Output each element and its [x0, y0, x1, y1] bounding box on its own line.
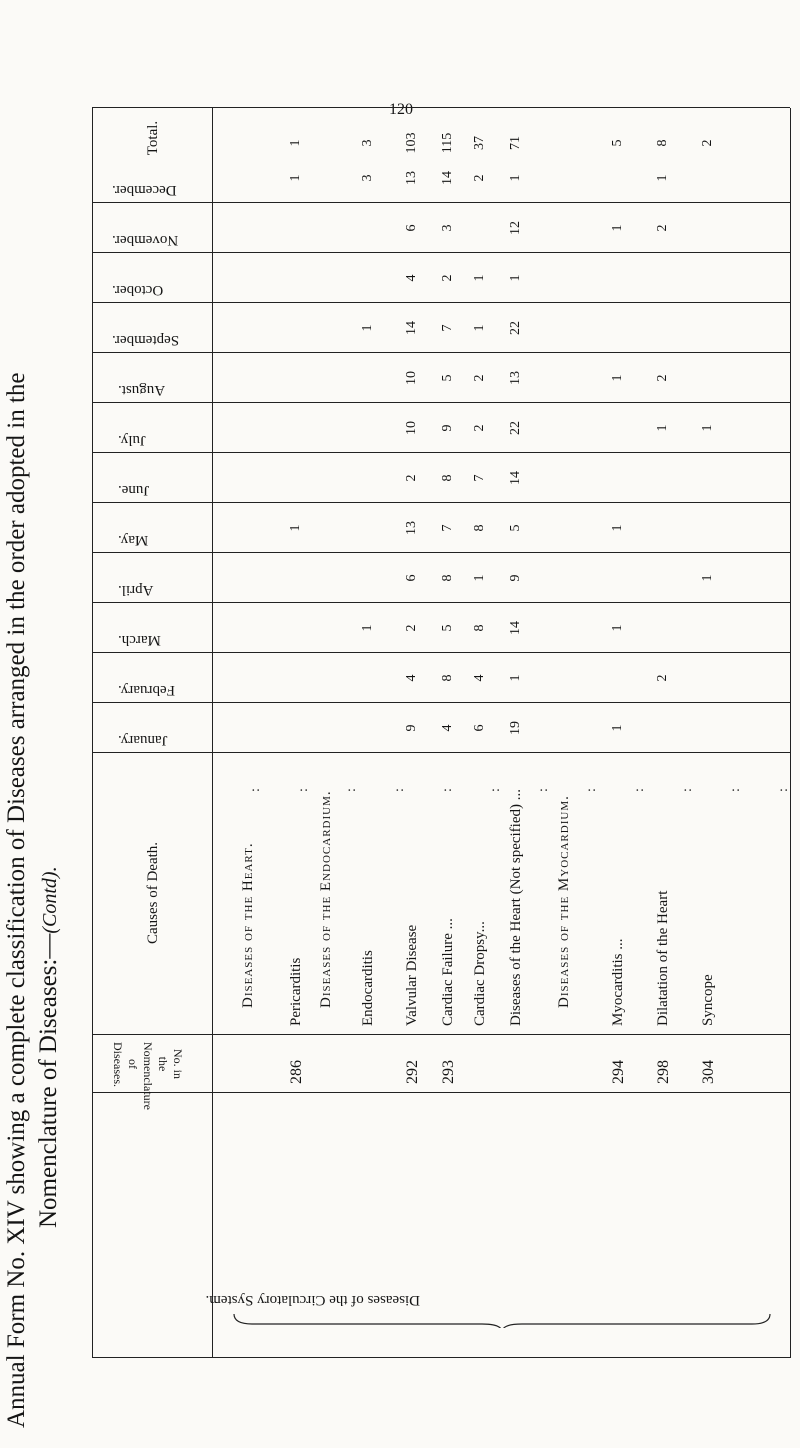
month-value: 1	[700, 424, 715, 432]
month-value: 6	[404, 574, 419, 582]
month-value: 4	[440, 724, 455, 732]
month-value: 14	[508, 471, 523, 485]
section-heading: Diseases of the Myocardium.	[556, 795, 572, 1008]
month-value: 4	[472, 674, 487, 682]
month-value: 8	[440, 674, 455, 682]
rule-month-12	[92, 202, 790, 203]
month-value: 9	[404, 724, 419, 732]
month-value: 8	[472, 524, 487, 532]
month-value: 6	[472, 724, 487, 732]
row-total: 5	[610, 139, 625, 147]
month-header-3: March.	[118, 632, 161, 648]
page-subheading	[34, 866, 65, 1228]
cause-label: Cardiac Failure ...	[440, 918, 456, 1026]
month-value: 2	[655, 374, 670, 382]
row-code: 304	[700, 1060, 717, 1084]
page-heading: Annual Form No. XIV showing a complete classification of Diseases arranged in the order adopted in the	[3, 372, 30, 1428]
month-value: 1	[610, 724, 625, 732]
month-value: 14	[508, 621, 523, 635]
month-value: 2	[404, 624, 419, 632]
table-bottom-rule	[790, 108, 791, 1358]
month-value: 2	[655, 674, 670, 682]
month-value: 3	[440, 224, 455, 232]
row-total: 103	[404, 132, 419, 154]
cause-label: Diseases of the Heart (Not specified) ...	[508, 789, 524, 1026]
group-brace	[232, 1308, 772, 1328]
row-code: 292	[404, 1060, 421, 1084]
month-value: 13	[404, 521, 419, 535]
month-value: 7	[440, 524, 455, 532]
month-header-12: December.	[112, 182, 177, 198]
cause-label: Cardiac Dropsy...	[472, 921, 488, 1026]
month-header-4: April.	[118, 582, 154, 598]
row-total: 1	[288, 139, 303, 147]
row-code: 294	[610, 1060, 627, 1084]
month-value: 1	[610, 624, 625, 632]
month-value: 8	[472, 624, 487, 632]
row-total: 37	[472, 136, 487, 150]
month-value: 22	[508, 321, 523, 335]
month-value: 1	[610, 524, 625, 532]
rule-cause-col	[92, 1034, 790, 1035]
cause-header: Causes of Death.	[145, 841, 161, 945]
rule-month-9	[92, 352, 790, 353]
month-header-6: June.	[118, 482, 150, 498]
row-total: 8	[655, 139, 670, 147]
month-value: 2	[655, 224, 670, 232]
month-value: 9	[508, 574, 523, 582]
header-rule	[212, 108, 213, 1358]
rule-month-4	[92, 602, 790, 603]
rule-month-7	[92, 452, 790, 453]
rule-month-8	[92, 402, 790, 403]
cause-label: Pericarditis	[288, 957, 304, 1026]
code-header: No. in the Nomenclature of Diseases.	[111, 1042, 185, 1110]
month-value: 10	[404, 371, 419, 385]
page-number: 120	[389, 101, 413, 118]
row-total: 71	[508, 136, 523, 150]
month-value: 12	[508, 221, 523, 235]
row-total: 3	[360, 139, 375, 147]
cause-label: Myocarditis ...	[610, 938, 626, 1026]
rule-code-col	[92, 1092, 790, 1093]
month-value: 7	[440, 324, 455, 332]
month-value: 1	[472, 274, 487, 282]
month-header-7: July.	[118, 432, 146, 448]
month-header-10: October.	[112, 282, 164, 298]
row-total: 115	[440, 132, 455, 154]
month-value: 4	[404, 274, 419, 282]
month-header-1: January.	[118, 732, 168, 748]
row-code: 286	[288, 1060, 305, 1084]
month-value: 5	[508, 524, 523, 532]
cause-label: Valvular Disease	[404, 924, 420, 1026]
month-header-9: September.	[112, 332, 180, 348]
month-value: 5	[440, 374, 455, 382]
month-value: 22	[508, 421, 523, 435]
row-code: 298	[655, 1060, 672, 1084]
month-header-8: August.	[118, 382, 166, 398]
month-value: 1	[360, 324, 375, 332]
subheading-contd: (Contd).	[39, 866, 61, 934]
group-label-text: Diseases of the Circulatory System.	[205, 1292, 420, 1308]
month-header-11: November.	[112, 232, 179, 248]
month-value: 1	[508, 174, 523, 182]
month-value: 1	[360, 624, 375, 632]
rule-month-6	[92, 502, 790, 503]
month-value: 10	[404, 421, 419, 435]
row-total: 2	[700, 139, 715, 147]
month-value: 1	[472, 324, 487, 332]
table-right-rule	[92, 107, 790, 108]
month-value: 2	[404, 474, 419, 482]
rule-month-10	[92, 302, 790, 303]
rule-month-3	[92, 652, 790, 653]
month-value: 1	[508, 274, 523, 282]
row-code: 293	[440, 1060, 457, 1084]
month-value: 2	[440, 274, 455, 282]
month-value: 4	[404, 674, 419, 682]
table-left-rule	[92, 1357, 790, 1358]
month-value: 1	[508, 674, 523, 682]
month-value: 9	[440, 424, 455, 432]
month-value: 1	[610, 224, 625, 232]
month-value: 13	[404, 171, 419, 185]
month-value: 1	[655, 174, 670, 182]
month-value: 2	[472, 424, 487, 432]
leader-dots: : : : : : : : : : : : :	[248, 787, 791, 792]
total-header: Total.	[145, 120, 161, 156]
month-value: 13	[508, 371, 523, 385]
month-header-5: May.	[118, 532, 149, 548]
month-value: 2	[472, 174, 487, 182]
month-value: 14	[440, 171, 455, 185]
month-value: 1	[610, 374, 625, 382]
month-value: 1	[288, 174, 303, 182]
cause-label: Endocarditis	[360, 950, 376, 1026]
month-value: 5	[440, 624, 455, 632]
month-value: 3	[360, 174, 375, 182]
month-value: 1	[655, 424, 670, 432]
month-value: 7	[472, 474, 487, 482]
month-value: 14	[404, 321, 419, 335]
cause-label: Syncope	[700, 974, 716, 1026]
month-value: 1	[700, 574, 715, 582]
rule-month-5	[92, 552, 790, 553]
month-value: 1	[472, 574, 487, 582]
month-value: 8	[440, 474, 455, 482]
month-value: 6	[404, 224, 419, 232]
table-top-rule	[92, 108, 93, 1358]
rule-month-1	[92, 752, 790, 753]
month-value: 19	[508, 721, 523, 735]
month-value: 8	[440, 574, 455, 582]
subheading-text: Nomenclature of Diseases:—	[35, 933, 62, 1228]
month-value: 1	[288, 524, 303, 532]
cause-label: Dilatation of the Heart	[655, 890, 671, 1026]
month-value: 2	[472, 374, 487, 382]
section-heading: Diseases of the Endocardium.	[318, 790, 334, 1008]
rule-month-2	[92, 702, 790, 703]
section-heading: Diseases of the Heart.	[240, 842, 256, 1008]
rule-month-11	[92, 252, 790, 253]
month-header-2: February.	[118, 682, 175, 698]
